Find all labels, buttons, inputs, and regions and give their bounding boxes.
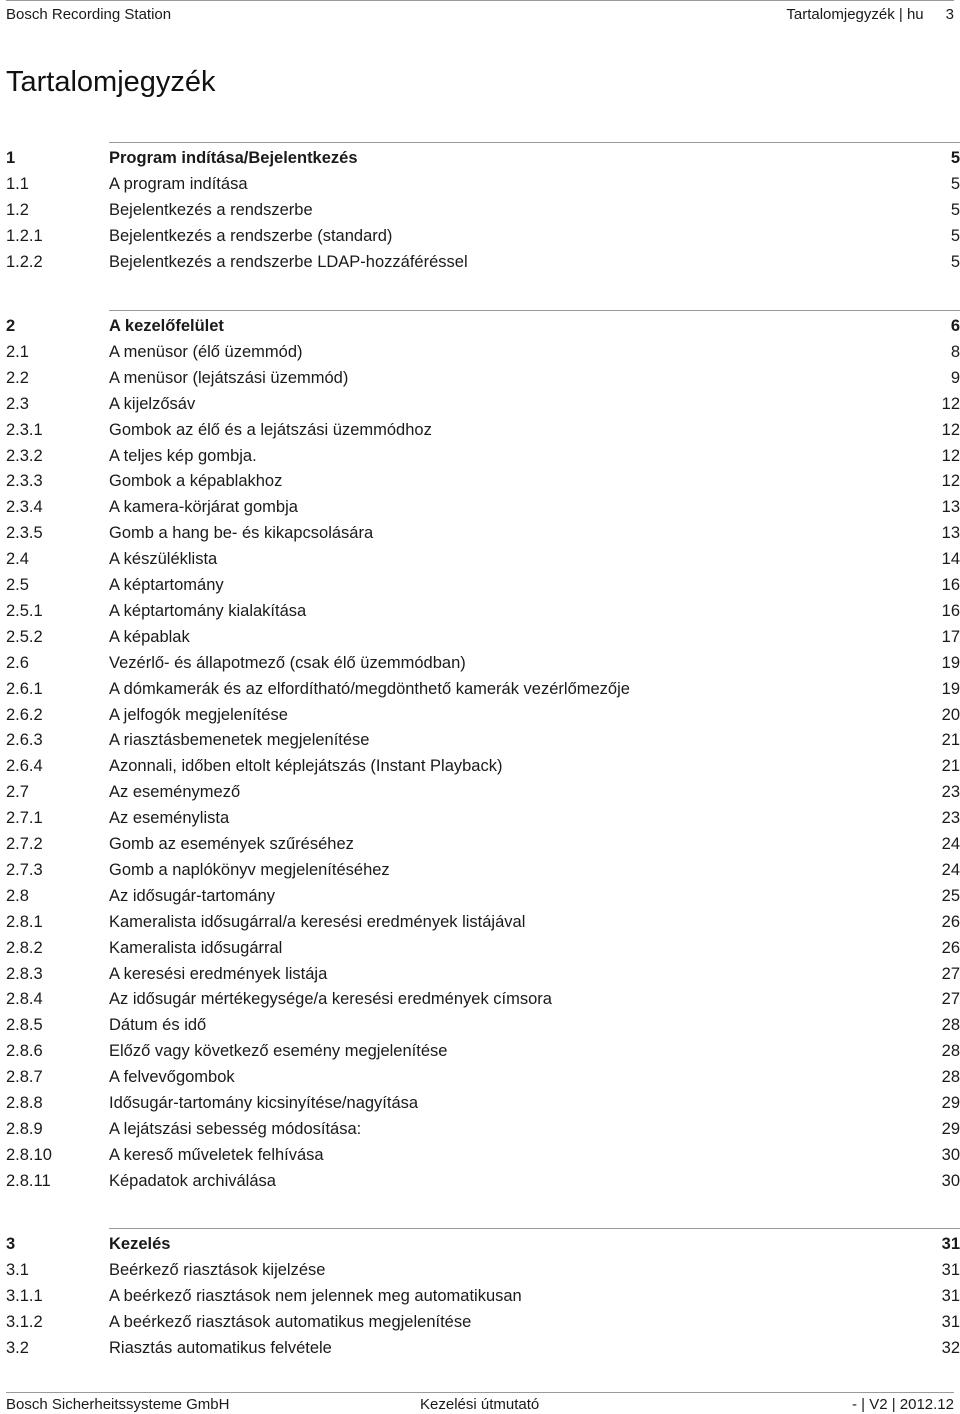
toc-page: 30 (941, 1171, 960, 1190)
toc-number: 2.7.3 (6, 860, 43, 879)
toc-page: 6 (950, 317, 960, 335)
toc-page: 21 (941, 757, 960, 776)
toc-title: A dómkamerák és az elfordítható/megdönthető kamerák vezérlőmezője (109, 679, 630, 698)
toc-title: Kameralista idősugárral (109, 938, 283, 957)
page-title: Tartalomjegyzék (6, 66, 216, 98)
toc-number: 1.1 (6, 174, 29, 193)
toc-page: 13 (941, 524, 960, 543)
header-page-number: 3 (945, 6, 954, 23)
toc-title: A riasztásbemenetek megjelenítése (109, 731, 370, 750)
toc-number: 1.2 (6, 200, 29, 219)
toc-title: Program indítása/Bejelentkezés (109, 149, 358, 167)
toc-row[interactable] (6, 702, 960, 728)
toc-row[interactable] (6, 1257, 960, 1283)
toc-title: Idősugár-tartomány kicsinyítése/nagyítása (109, 1094, 419, 1112)
toc-page: 31 (941, 1260, 960, 1279)
toc-page: 9 (950, 368, 960, 387)
header-section: Tartalomjegyzék | hu (786, 6, 924, 23)
toc-row[interactable] (6, 417, 960, 443)
toc-row[interactable] (6, 494, 960, 520)
footer-document-type: Kezelési útmutató (420, 1396, 540, 1413)
toc-page: 14 (941, 550, 960, 569)
toc-row[interactable] (6, 883, 960, 909)
toc-title: Dátum és idő (109, 1016, 207, 1035)
toc-row[interactable] (6, 1064, 960, 1090)
toc-number: 2.3 (6, 394, 29, 413)
toc-title: Riasztás automatikus felvétele (109, 1338, 332, 1357)
toc-number: 1.2.1 (6, 226, 43, 245)
toc-number: 2.8.7 (6, 1068, 43, 1087)
toc-row[interactable] (6, 779, 960, 805)
toc-title: Azonnali, időben eltolt képlejátszás (Instant Playback) (109, 757, 503, 776)
toc-chapter-row[interactable] (6, 313, 960, 339)
toc-row[interactable] (6, 986, 960, 1012)
toc-page: 31 (941, 1312, 960, 1331)
toc-row[interactable] (6, 365, 960, 391)
toc-page: 12 (941, 446, 960, 465)
toc-title: A beérkező riasztások automatikus megjelenítése (109, 1312, 472, 1331)
toc-row[interactable] (6, 935, 960, 961)
toc-title: Az eseménylista (109, 809, 230, 828)
toc-number: 2.3.5 (6, 524, 43, 543)
toc-number: 2.7 (6, 783, 29, 802)
toc-number: 2.6.4 (6, 757, 43, 776)
toc-page: 19 (941, 653, 960, 672)
toc-number: 2.3.4 (6, 498, 43, 517)
toc-title: A kijelzősáv (109, 394, 196, 413)
toc-title: Bejelentkezés a rendszerbe (standard) (109, 226, 393, 245)
section-rule (109, 142, 960, 143)
toc-title: A menüsor (élő üzemmód) (109, 342, 303, 361)
toc-title: Az idősugár-tartomány (109, 886, 275, 905)
toc-page: 5 (950, 252, 960, 271)
toc-page: 27 (941, 990, 960, 1009)
toc-number: 2.8.9 (6, 1119, 43, 1138)
toc-number: 2.8.5 (6, 1016, 43, 1035)
toc-page: 24 (941, 835, 960, 853)
toc-number: 3.1.2 (6, 1312, 43, 1331)
toc-row[interactable] (6, 1038, 960, 1064)
toc-page: 28 (941, 1042, 960, 1061)
toc-page: 29 (941, 1119, 960, 1138)
toc-row[interactable] (6, 598, 960, 624)
toc-number: 2.4 (6, 550, 29, 569)
toc-row[interactable] (6, 1168, 960, 1194)
toc-title: Az idősugár mértékegysége/a keresési eredmények címsora (109, 990, 552, 1009)
toc-number: 2.6 (6, 653, 29, 672)
toc-number: 2.5 (6, 576, 29, 594)
toc-row[interactable] (6, 520, 960, 546)
toc-row[interactable] (6, 468, 960, 494)
toc-row[interactable] (6, 171, 960, 197)
toc-title: A kezelőfelület (109, 317, 224, 335)
toc-title: A készüléklista (109, 550, 218, 569)
toc-number: 2.7.2 (6, 835, 43, 853)
toc-title: A kereső műveletek felhívása (109, 1145, 324, 1164)
toc-number: 2.1 (6, 342, 29, 361)
toc-row[interactable] (6, 546, 960, 572)
footer-version: - | V2 | 2012.12 (851, 1396, 954, 1413)
toc-title: Előző vagy következő esemény megjelenítése (109, 1042, 448, 1061)
toc-page: 20 (941, 705, 960, 724)
toc-title: A beérkező riasztások nem jelennek meg automatikusan (109, 1286, 522, 1305)
toc-chapter-row[interactable] (6, 145, 960, 171)
toc-row[interactable] (6, 339, 960, 365)
toc-page: 16 (941, 601, 960, 620)
toc-number: 2.3.2 (6, 446, 43, 465)
toc-number: 1 (6, 149, 16, 167)
toc-page: 31 (941, 1286, 960, 1305)
toc-title: Gombok az élő és a lejátszási üzemmódhoz (109, 420, 432, 439)
toc-title: Képadatok archiválása (109, 1171, 276, 1190)
toc-page: 12 (941, 394, 960, 413)
toc-page: 28 (941, 1068, 960, 1087)
toc-page: 19 (941, 679, 960, 698)
toc-page: 31 (941, 1235, 960, 1253)
toc-row[interactable] (6, 223, 960, 249)
toc-row[interactable] (6, 857, 960, 883)
toc-title: Gomb a hang be- és kikapcsolására (109, 524, 374, 543)
toc-title: Vezérlő- és állapotmező (csak élő üzemmódban) (109, 653, 466, 672)
section-rule (109, 1228, 960, 1229)
toc-title: A program indítása (109, 174, 248, 193)
toc-page: 26 (941, 912, 960, 931)
toc-number: 2.8 (6, 886, 29, 905)
toc-row[interactable] (6, 650, 960, 676)
toc-number: 2.6.1 (6, 679, 43, 698)
toc-page: 16 (941, 576, 960, 594)
toc-page: 32 (941, 1338, 960, 1357)
toc-page: 26 (941, 938, 960, 957)
toc-number: 2.5.2 (6, 627, 43, 646)
toc-page: 17 (941, 627, 960, 646)
toc-number: 2.8.10 (6, 1145, 52, 1164)
footer-company: Bosch Sicherheitssysteme GmbH (6, 1396, 230, 1413)
toc-number: 2.8.2 (6, 938, 43, 957)
toc-chapter-row[interactable] (6, 1231, 960, 1257)
toc-number: 2 (6, 317, 16, 335)
toc-page: 28 (941, 1016, 960, 1035)
toc-row[interactable] (6, 727, 960, 753)
toc-page: 27 (941, 964, 960, 983)
toc-row[interactable] (6, 831, 960, 857)
toc-title: Bejelentkezés a rendszerbe (109, 200, 313, 219)
toc-number: 2.6.2 (6, 705, 43, 724)
toc-page: 12 (941, 420, 960, 439)
toc-row[interactable] (6, 1142, 960, 1168)
toc-page: 21 (941, 731, 960, 750)
toc-title: A jelfogók megjelenítése (109, 705, 288, 724)
toc-title: A képtartomány kialakítása (109, 601, 307, 620)
toc-number: 2.2 (6, 368, 29, 387)
toc-title: A képablak (109, 627, 190, 646)
toc-row[interactable] (6, 197, 960, 223)
toc-row[interactable] (6, 1309, 960, 1335)
toc-title: A felvevőgombok (109, 1068, 235, 1087)
toc-title: Bejelentkezés a rendszerbe LDAP-hozzáféréssel (109, 252, 468, 271)
toc-number: 2.8.6 (6, 1042, 43, 1061)
header-rule (6, 0, 954, 1)
toc-number: 2.8.3 (6, 964, 43, 983)
toc-number: 1.2.2 (6, 252, 43, 271)
toc-number: 3.1.1 (6, 1286, 43, 1305)
toc-page: 5 (950, 174, 960, 193)
toc-row[interactable] (6, 676, 960, 702)
toc-title: Kezelés (109, 1235, 171, 1253)
toc-title: Gombok a képablakhoz (109, 472, 283, 491)
toc-page: 23 (941, 783, 960, 802)
toc-number: 2.8.11 (6, 1171, 51, 1190)
toc-row[interactable] (6, 391, 960, 417)
toc-page: 25 (941, 886, 960, 905)
toc-page: 5 (950, 226, 960, 245)
toc-number: 2.8.8 (6, 1094, 43, 1112)
header-product: Bosch Recording Station (6, 6, 172, 23)
toc-row[interactable] (6, 624, 960, 650)
toc-title: A lejátszási sebesség módosítása: (109, 1119, 362, 1138)
toc-number: 2.7.1 (6, 809, 43, 828)
toc-row[interactable] (6, 1116, 960, 1142)
toc-page: 24 (941, 860, 960, 879)
toc-number: 2.3.1 (6, 420, 43, 439)
toc-row[interactable] (6, 753, 960, 779)
toc-row[interactable] (6, 1012, 960, 1038)
toc-page: 29 (941, 1094, 960, 1112)
toc-title: Gomb az események szűréséhez (109, 835, 354, 853)
toc-title: A kamera-körjárat gombja (109, 498, 298, 517)
toc-page: 12 (941, 472, 960, 491)
toc-row[interactable] (6, 1090, 960, 1116)
toc-title: A képtartomány (109, 576, 224, 594)
toc-title: Gomb a naplókönyv megjelenítéséhez (109, 860, 390, 879)
toc-page: 30 (941, 1145, 960, 1164)
toc-row[interactable] (6, 961, 960, 987)
toc-title: Az eseménymező (109, 783, 241, 802)
toc-row[interactable] (6, 909, 960, 935)
toc-number: 2.5.1 (6, 601, 43, 620)
toc-number: 3.1 (6, 1260, 29, 1279)
toc-title: Beérkező riasztások kijelzése (109, 1260, 326, 1279)
toc-title: A keresési eredmények listája (109, 964, 328, 983)
toc-number: 2.8.4 (6, 990, 43, 1009)
toc-row[interactable] (6, 1283, 960, 1309)
toc-row[interactable] (6, 805, 960, 831)
header-section-info (786, 6, 954, 24)
toc-row[interactable] (6, 249, 960, 275)
toc-number: 2.8.1 (6, 912, 43, 931)
toc-title: A teljes kép gombja. (109, 446, 257, 465)
toc-number: 3.2 (6, 1338, 29, 1357)
toc-row[interactable] (6, 1335, 960, 1361)
toc-title: Kameralista idősugárral/a keresési eredmények listájával (109, 912, 526, 931)
toc-number: 2.3.3 (6, 472, 43, 491)
toc-row[interactable] (6, 572, 960, 598)
toc-number: 3 (6, 1235, 16, 1253)
toc-page: 13 (941, 498, 960, 517)
toc-number: 2.6.3 (6, 731, 43, 750)
toc-row[interactable] (6, 443, 960, 469)
section-rule (109, 310, 960, 311)
toc-title: A menüsor (lejátszási üzemmód) (109, 368, 349, 387)
toc-page: 5 (950, 149, 960, 167)
toc-page: 8 (950, 342, 960, 361)
toc-page: 23 (941, 809, 960, 828)
toc-page: 5 (950, 200, 960, 219)
footer-rule (6, 1392, 954, 1393)
